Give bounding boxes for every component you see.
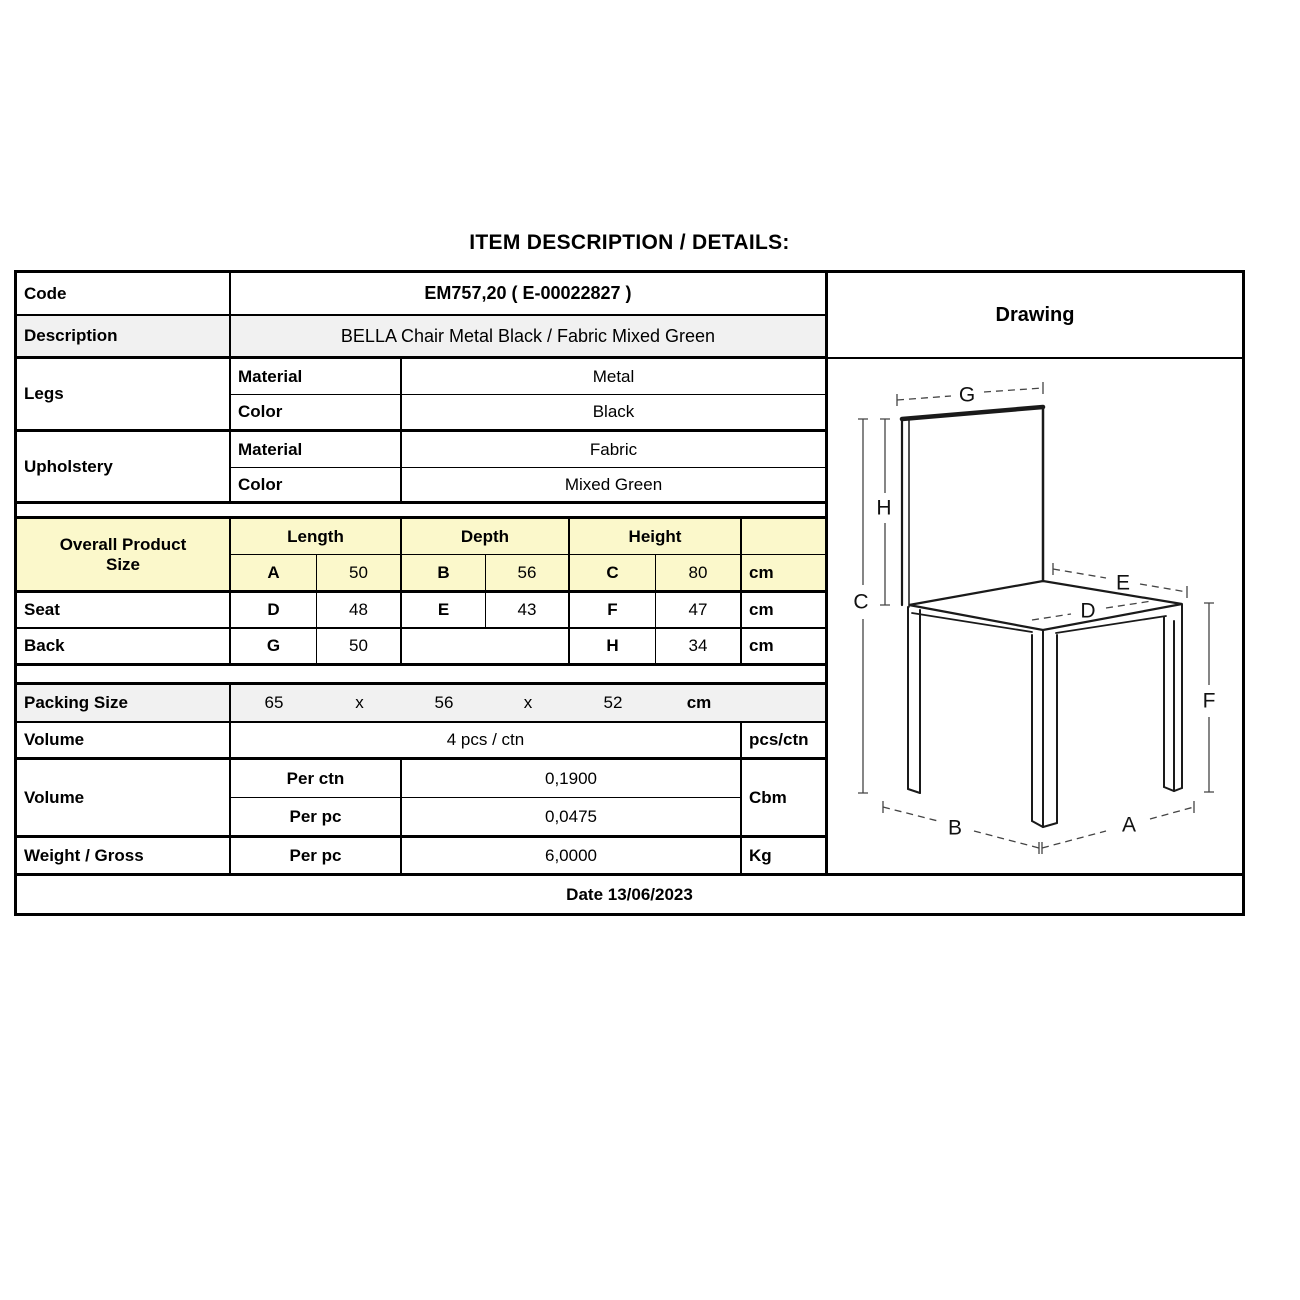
legs-color-value: Black: [402, 395, 825, 432]
legs-color-label: Color: [231, 395, 402, 432]
seat-unit: cm: [742, 593, 825, 629]
height-header: Height: [570, 519, 742, 555]
back-g-key: G: [231, 629, 317, 666]
overall-b-key: B: [402, 555, 486, 593]
dim-label-d: D: [1080, 599, 1096, 623]
per-ctn-value: 0,1900: [402, 760, 742, 798]
dim-label-c: C: [853, 590, 869, 614]
size-header-empty: [742, 519, 825, 555]
length-header: Length: [231, 519, 402, 555]
description-value: BELLA Chair Metal Black / Fabric Mixed Green: [231, 316, 825, 359]
packing-depth: 56: [402, 685, 486, 723]
seat-e-value: 43: [486, 593, 570, 629]
upholstery-label: Upholstery: [17, 432, 231, 504]
seat-e-key: E: [402, 593, 486, 629]
depth-header: Depth: [402, 519, 570, 555]
dim-label-e: E: [1115, 571, 1131, 595]
dim-label-a: A: [1121, 813, 1137, 837]
code-label: Code: [17, 273, 231, 316]
back-h-value: 34: [656, 629, 742, 666]
overall-size-label: Overall Product Size: [17, 519, 231, 593]
back-g-value: 50: [317, 629, 402, 666]
volume-cbm-unit: Cbm: [742, 760, 825, 838]
packing-empty: [742, 685, 825, 723]
weight-value: 6,0000: [402, 838, 742, 873]
packing-length: 65: [231, 685, 317, 723]
back-unit: cm: [742, 629, 825, 666]
upholstery-material-label: Material: [231, 432, 402, 468]
volume-pcs-unit: pcs/ctn: [742, 723, 825, 760]
dim-label-f: F: [1202, 689, 1216, 713]
chair-lines: [902, 407, 1182, 827]
date-row: Date 13/06/2023: [17, 873, 1242, 913]
legs-material-label: Material: [231, 359, 402, 395]
details-grid: [17, 273, 825, 873]
spec-table: [14, 270, 1245, 916]
weight-label: Weight / Gross: [17, 838, 231, 873]
dimension-lines: [858, 382, 1214, 854]
chair-drawing: [828, 359, 1242, 873]
overall-c-key: C: [570, 555, 656, 593]
spacer-row: [17, 504, 825, 519]
packing-height: 52: [570, 685, 656, 723]
packing-unit: cm: [656, 685, 742, 723]
packing-x2: x: [486, 685, 570, 723]
per-pc-label: Per pc: [231, 798, 402, 838]
legs-label: Legs: [17, 359, 231, 432]
drawing-panel: [825, 273, 1242, 873]
spec-table-top: [17, 273, 1242, 873]
back-empty: [402, 629, 570, 666]
back-h-key: H: [570, 629, 656, 666]
seat-f-value: 47: [656, 593, 742, 629]
dim-label-h: H: [876, 496, 892, 520]
upholstery-color-label: Color: [231, 468, 402, 504]
weight-unit: Kg: [749, 845, 772, 865]
legs-material-value: Metal: [402, 359, 825, 395]
dim-label-g: G: [958, 383, 976, 407]
packing-x1: x: [317, 685, 402, 723]
spacer-row-2: [17, 666, 825, 685]
upholstery-color-value: Mixed Green: [402, 468, 825, 504]
per-pc-value: 0,0475: [402, 798, 742, 838]
overall-unit: cm: [742, 555, 825, 593]
overall-c-value: 80: [656, 555, 742, 593]
volume-pcs-value: 4 pcs / ctn: [231, 723, 742, 760]
per-ctn-label: Per ctn: [231, 760, 402, 798]
overall-b-value: 56: [486, 555, 570, 593]
upholstery-material-value: Fabric: [402, 432, 825, 468]
overall-a-value: 50: [317, 555, 402, 593]
volume-cbm-label: Volume: [17, 760, 231, 838]
weight-per-pc-label: Per pc: [231, 838, 402, 873]
seat-f-key: F: [570, 593, 656, 629]
dim-label-b: B: [947, 816, 963, 840]
packing-label: Packing Size: [17, 685, 231, 723]
seat-label: Seat: [17, 593, 231, 629]
overall-a-key: A: [231, 555, 317, 593]
chair-diagram-svg: [828, 359, 1242, 873]
back-label: Back: [17, 629, 231, 666]
code-value: EM757,20 ( E-00022827 ): [231, 273, 825, 316]
drawing-title: Drawing: [828, 273, 1242, 359]
volume-pcs-label: Volume: [17, 723, 231, 760]
page-title: ITEM DESCRIPTION / DETAILS:: [469, 231, 790, 254]
description-label: Description: [17, 316, 231, 359]
seat-d-value: 48: [317, 593, 402, 629]
seat-d-key: D: [231, 593, 317, 629]
